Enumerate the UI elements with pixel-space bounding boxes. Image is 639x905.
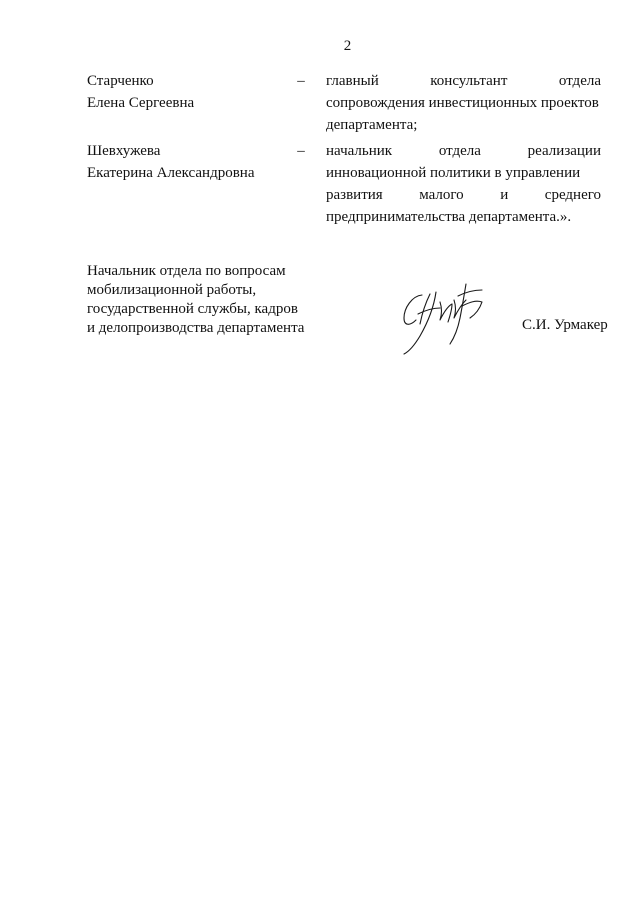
position-line: развития малого и среднего: [326, 187, 601, 203]
person-name: [87, 140, 287, 184]
given-names: Екатерина Александровна: [87, 165, 255, 181]
dash-separator: –: [297, 73, 305, 89]
signer-title-line: государственной службы, кадров: [87, 301, 298, 317]
position-line: инновационной политики в управлении: [326, 165, 581, 181]
position-line: начальник отдела реализации: [326, 143, 601, 159]
surname: Шевхужева: [87, 143, 161, 159]
position-line: предпринимательства департамента.».: [326, 209, 572, 225]
person-name: [87, 70, 287, 114]
signer-title-line: Начальник отдела по вопросам: [87, 263, 286, 279]
dash-separator: –: [297, 143, 305, 159]
signer-title-line: и делопроизводства департамента: [87, 320, 305, 336]
page-number: 2: [343, 38, 352, 54]
position-description: [326, 70, 601, 136]
surname: Старченко: [87, 73, 154, 89]
position-line: сопровождения инвестиционных проектов: [326, 95, 599, 111]
signer-name: С.И. Урмакер: [522, 317, 608, 333]
signer-title-line: мобилизационной работы,: [87, 282, 257, 298]
signer-title: [87, 262, 304, 338]
position-line: главный консультант отдела: [326, 73, 601, 89]
given-names: Елена Сергеевна: [87, 95, 195, 111]
handwritten-signature: [396, 278, 488, 358]
position-description: [326, 140, 601, 228]
position-line: департамента;: [326, 117, 418, 133]
